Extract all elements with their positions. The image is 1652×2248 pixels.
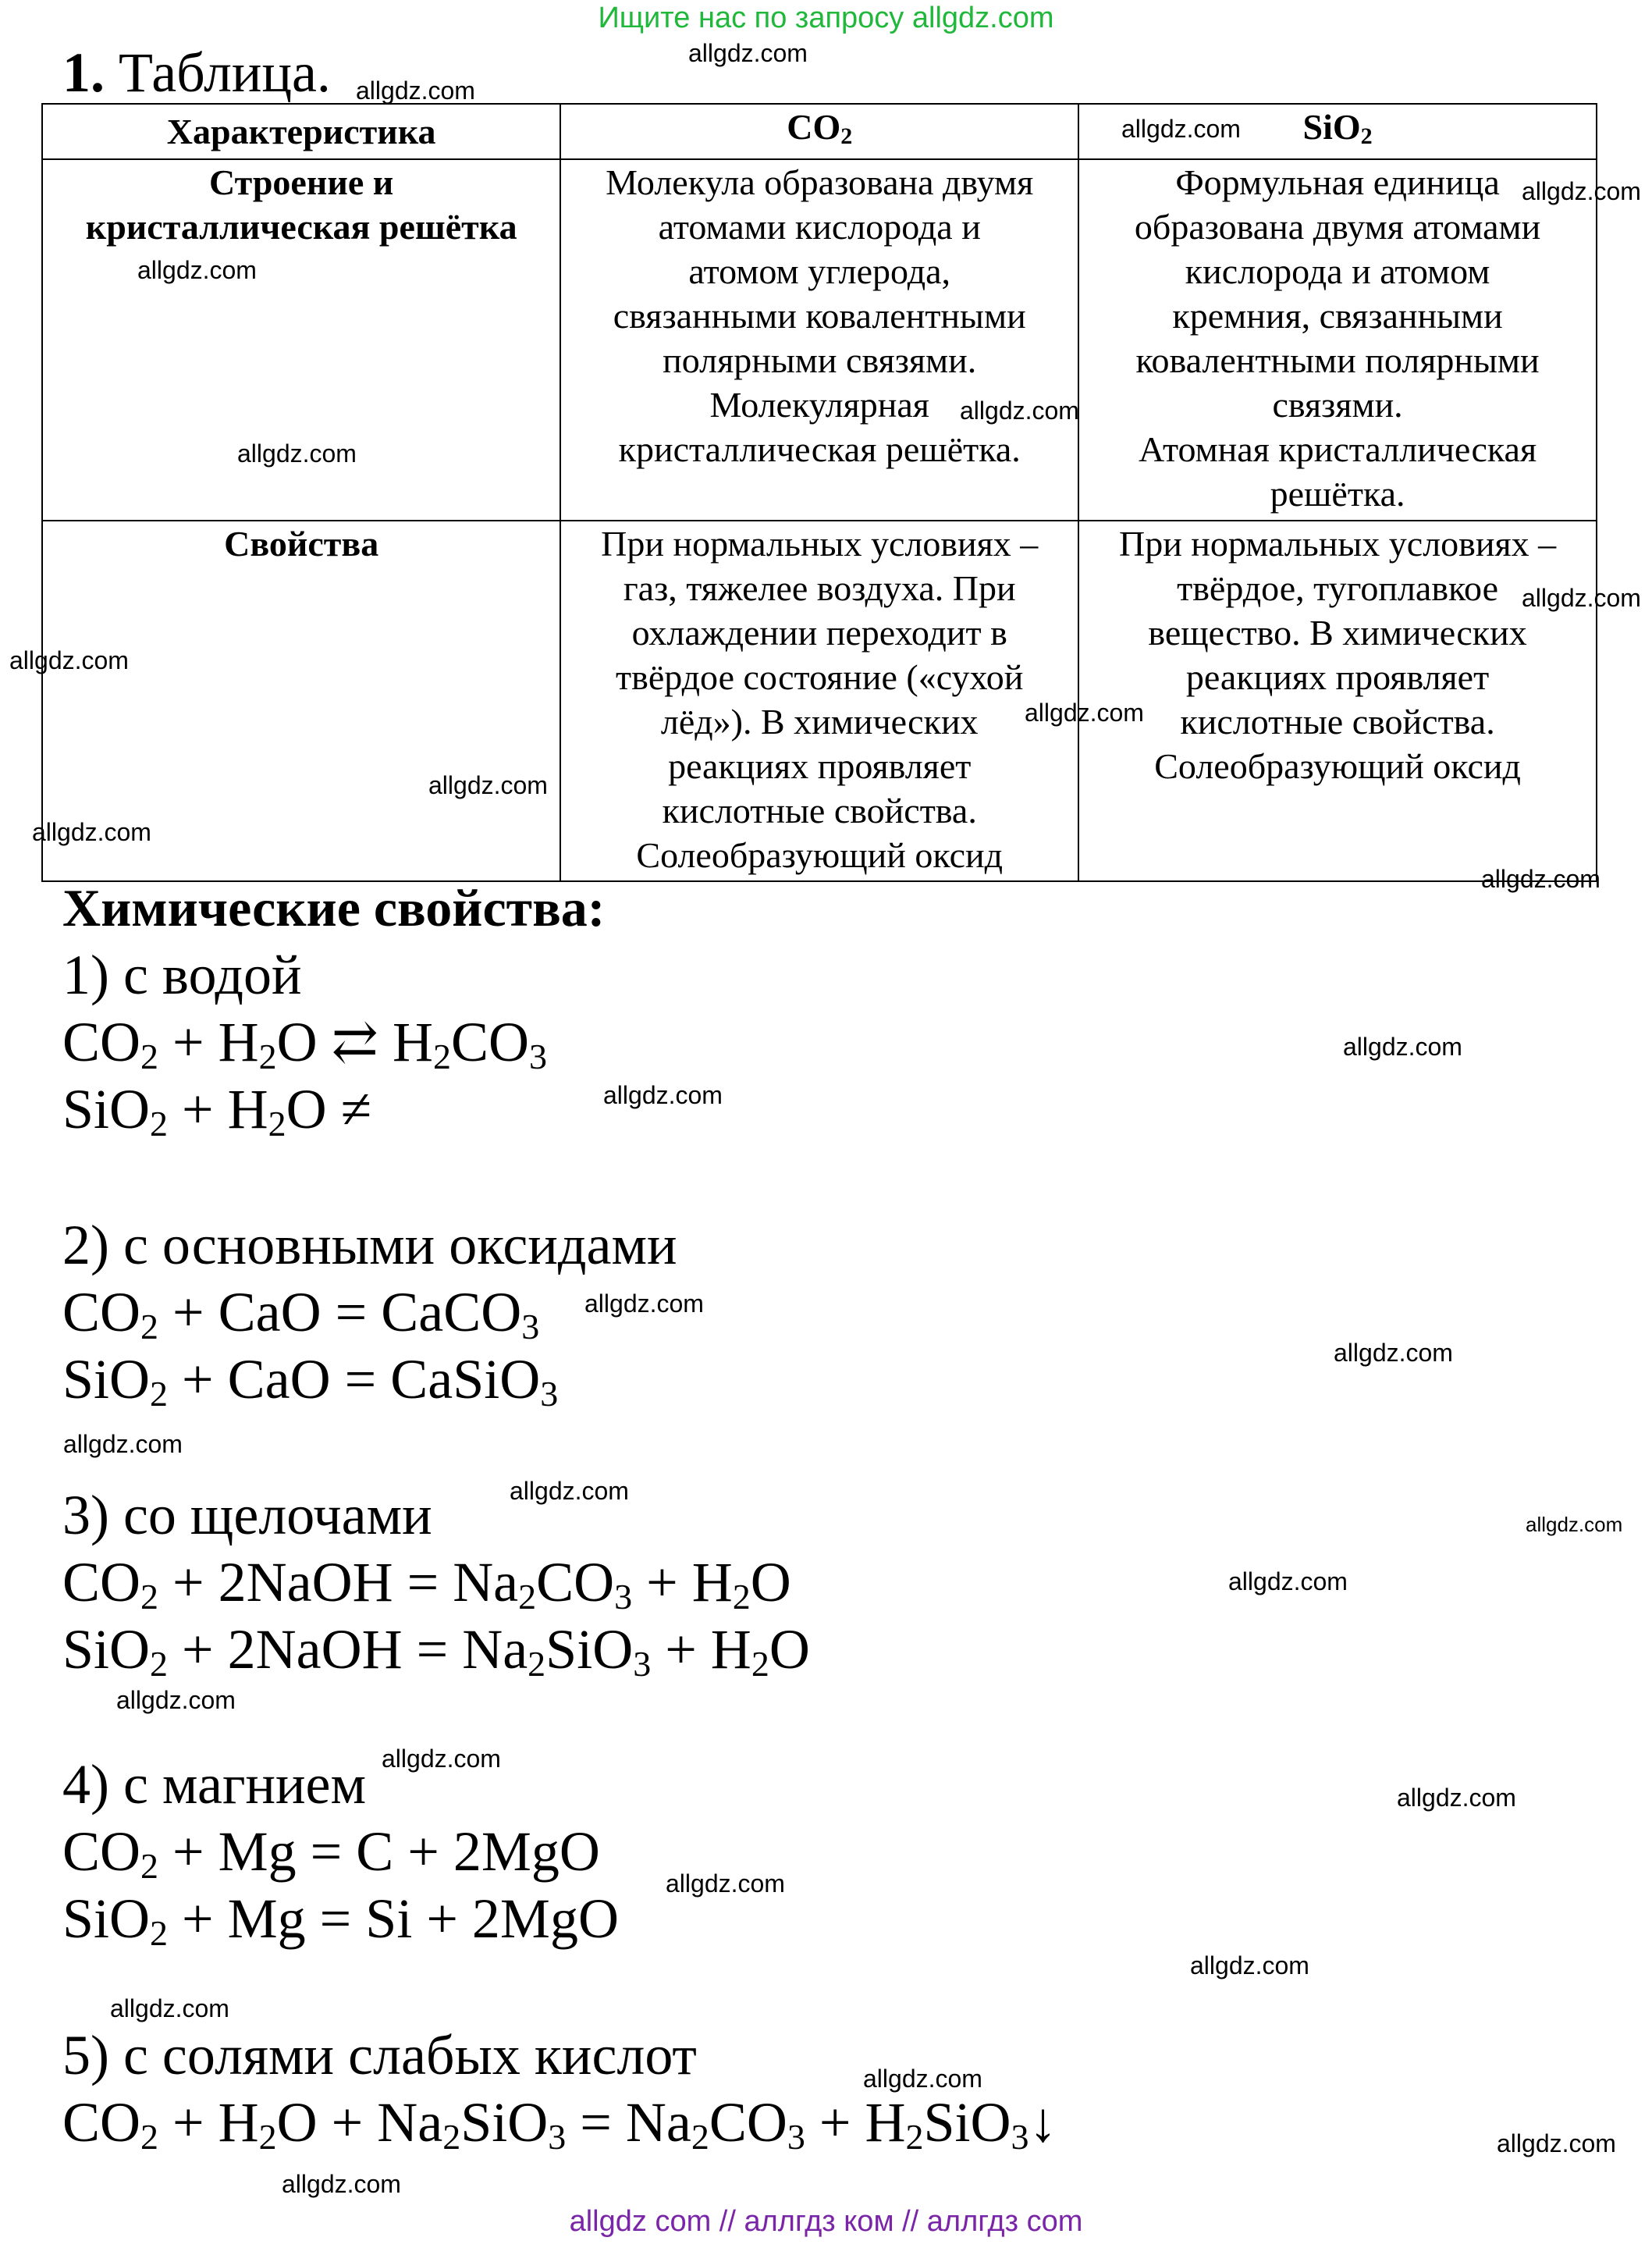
watermark: allgdz.com [1121,115,1241,143]
watermark: allgdz.com [110,1994,229,2022]
table-row-properties [42,521,1597,881]
watermark: allgdz.com [863,2065,982,2093]
cell-sio2-properties: При нормальных условиях – твёрдое, тугоплавкое вещество. В химических реакциях проявляет кислотные свойства. Солеобразующий оксид [1078,521,1597,881]
equation-sio2-mg: SiO$_2$ + Mg = Si + 2MgO [62,1887,619,1953]
watermark: allgdz.com [1481,865,1600,893]
watermark: allgdz.com [116,1686,236,1714]
watermark: allgdz.com [584,1289,704,1318]
header-characteristic: Характеристика [42,104,560,159]
watermark: allgdz.com [1497,2129,1616,2157]
watermark: allgdz.com [382,1745,501,1773]
watermark: allgdz.com [1522,177,1641,205]
watermark: allgdz.com [63,1430,183,1458]
watermark: allgdz.com [603,1081,723,1109]
section-basic-oxides-title: 2) с основными оксидами [62,1214,677,1276]
watermark: allgdz.com [32,818,151,846]
section-magnesium-title: 4) с магнием [62,1753,367,1816]
section-weak-acid-salts-title: 5) с солями слабых кислот [62,2024,697,2086]
equation-co2-water: $CO_2 + H_2O$ ⇄ $H_2CO_3$ [62,1011,547,1076]
watermark: allgdz.com [960,397,1079,425]
watermark: allgdz.com [1334,1339,1453,1367]
chemical-properties-heading: Химические свойства: [62,878,606,937]
row-label-properties: Свойства [42,521,560,881]
row-label-structure: Строение и кристаллическая решётка [42,159,560,521]
section-alkali-title: 3) со щелочами [62,1484,432,1546]
watermark: allgdz.com [9,646,129,674]
task-number: 1. [62,41,105,104]
watermark: allgdz.com [137,256,257,284]
header-co2: $CO_2$ [560,104,1078,159]
watermark: allgdz.com [237,439,357,468]
equation-co2-cao: $CO_2$ + CaO = CaCO$_3$ [62,1281,540,1346]
watermark: allgdz.com [666,1869,785,1898]
task-title: Таблица. [119,41,331,104]
watermark: allgdz.com [1343,1033,1462,1061]
watermark: allgdz.com [1025,699,1144,727]
top-banner[interactable]: Ищите нас по запросу allgdz.com [598,2,1054,34]
header-sio2: SiO$_2$ [1078,104,1597,159]
equation-sio2-cao: SiO$_2$ + CaO = CaSiO$_3$ [62,1348,559,1414]
section-water-title: 1) с водой [62,944,302,1006]
watermark: allgdz.com [1190,1951,1309,1979]
cell-sio2-structure: Формульная единица образована двумя атомами кислорода и атомом кремния, связанными ковалентными полярными связями. Атомная кристаллическая решётка. [1078,159,1597,521]
equation-co2-naoh: $CO_2$ + 2NaOH = $Na_2CO_3 + H_2O$ [62,1551,791,1617]
cell-co2-properties: При нормальных условиях – газ, тяжелее воздуха. При охлаждении переходит в твёрдое состояние («сухой лёд»). В химических реакциях проявляет кислотные свойства. Солеобразующий оксид [560,521,1078,881]
comparison-table [41,103,1597,882]
equation-co2-na2sio3: $CO_2 + H_2O + Na_2SiO_3 = Na_2CO_3$ + $H_2SiO_3↓$ [62,2091,1057,2157]
table-header-row [42,104,1597,159]
watermark: allgdz.com [1526,1513,1623,1536]
footer-links[interactable]: allgdz com // аллгдз ком // аллгдз com [569,2205,1083,2238]
watermark: allgdz.com [428,771,548,799]
watermark: allgdz.com [282,2170,401,2198]
equation-co2-mg: $CO_2 + Mg = C + 2MgO$ [62,1820,600,1886]
cell-co2-structure: Молекула образована двумя атомами кислорода и атомом углерода, связанными ковалентными полярными связями. Молекулярная кристаллическая решётка. [560,159,1078,521]
watermark: allgdz.com [356,76,475,105]
watermark: allgdz.com [510,1477,629,1505]
watermark: allgdz.com [688,39,808,67]
page-title [62,37,331,108]
watermark: allgdz.com [1397,1784,1516,1812]
watermark: allgdz.com [1522,584,1641,612]
equation-sio2-naoh: SiO$_2$ + 2NaOH = $Na_2SiO_3 + H_2O$ [62,1618,810,1684]
watermark: allgdz.com [1228,1567,1348,1595]
equation-sio2-water: $SiO_2 + H_2O$ ≠ [62,1078,372,1144]
